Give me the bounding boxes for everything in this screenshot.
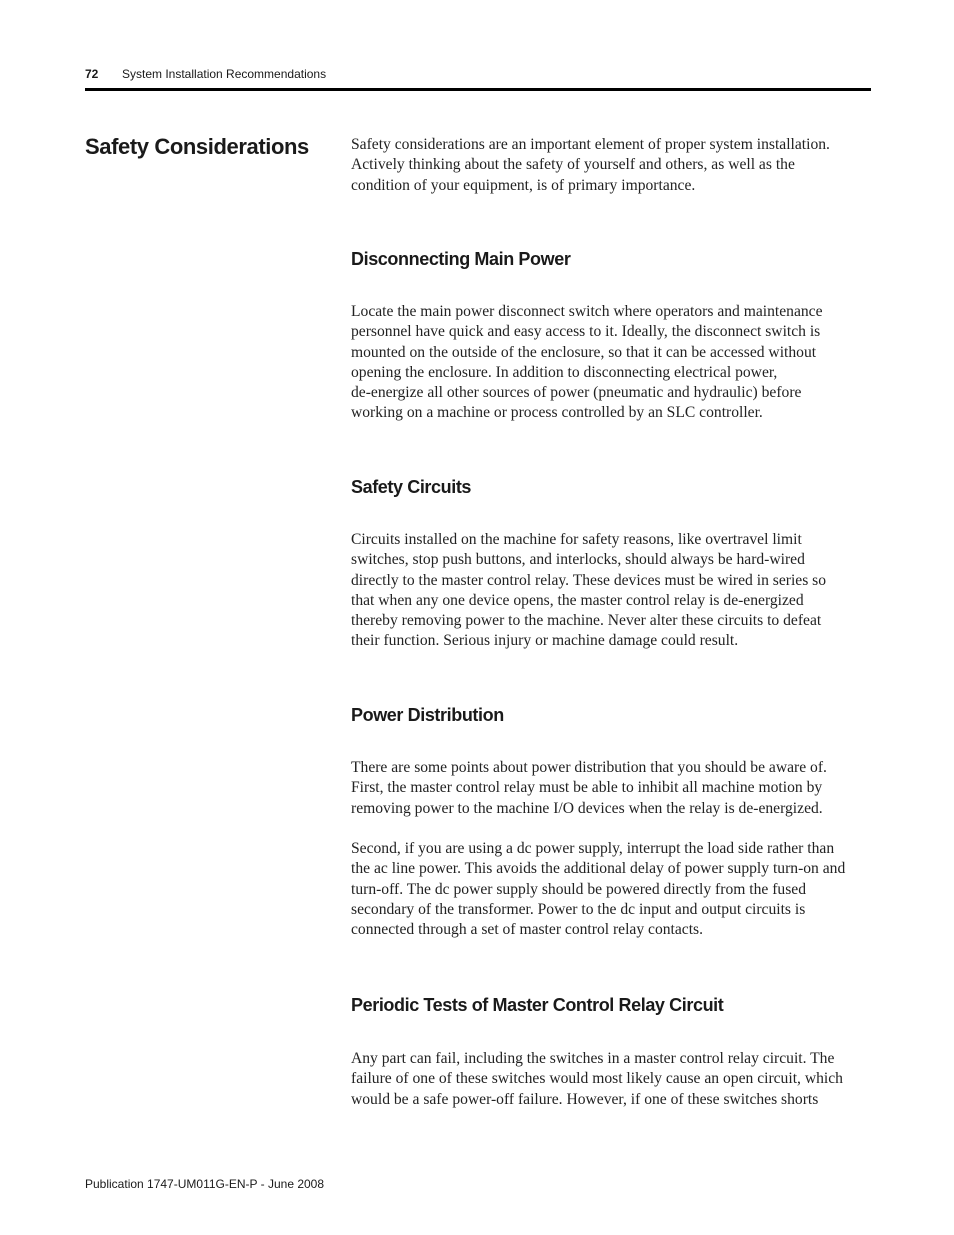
subsection-heading: Power Distribution <box>351 705 504 725</box>
text-line: Any part can fail, including the switches in a master control relay circuit. The <box>351 1050 835 1067</box>
text-line: de-energize all other sources of power (pneumatic and hydraulic) before <box>351 384 802 402</box>
text-line: personnel have quick and easy access to it. Ideally, the disconnect switch is <box>351 323 821 341</box>
page-number: 72 <box>85 67 99 81</box>
safety-circuits-section <box>351 475 871 499</box>
disconnecting-main-power-section <box>351 247 871 271</box>
power-distribution-paragraph-1 <box>351 758 871 819</box>
running-title: System Installation Recommendations <box>122 67 327 81</box>
text-line: directly to the master control relay. These devices must be wired in series so <box>351 571 827 589</box>
text-line: Circuits installed on the machine for safety reasons, like overtravel limit <box>351 531 802 548</box>
paragraph <box>351 530 871 652</box>
text-line: secondary of the transformer. Power to the dc input and output circuits is <box>351 900 806 918</box>
paragraph <box>351 758 871 819</box>
text-line: their function. Serious injury or machine damage could result. <box>351 632 739 650</box>
subsection-heading: Safety Circuits <box>351 477 472 497</box>
header-rule <box>85 88 871 91</box>
paragraph <box>351 1049 871 1110</box>
text-line: Safety considerations are an important element of proper system installation. <box>351 136 830 153</box>
text-line: First, the master control relay must be able to inhibit all machine motion by <box>351 779 823 797</box>
text-line: would be a safe power-off failure. However, if one of these switches shorts <box>351 1090 819 1108</box>
text-line: opening the enclosure. In addition to disconnecting electrical power, <box>351 363 778 381</box>
text-line: Second, if you are using a dc power supply, interrupt the load side rather than <box>351 840 835 857</box>
text-line: thereby removing power to the machine. Never alter these circuits to defeat <box>351 612 822 630</box>
text-line: Locate the main power disconnect switch where operators and maintenance <box>351 303 823 320</box>
power-distribution-paragraph-2 <box>351 839 871 940</box>
text-line: removing power to the machine I/O devices when the relay is de-energized. <box>351 799 823 817</box>
page-header <box>85 66 871 82</box>
text-line: turn-off. The dc power supply should be powered directly from the fused <box>351 880 806 898</box>
power-distribution-section <box>351 703 871 727</box>
text-line: the ac line power. This avoids the additional delay of power supply turn-on and <box>351 860 846 878</box>
text-line: that when any one device opens, the master control relay is de-energized <box>351 591 804 609</box>
paragraph <box>351 839 871 940</box>
intro-text <box>351 135 871 196</box>
text-line: switches, stop push buttons, and interlocks, should always be hard-wired <box>351 551 805 569</box>
paragraph <box>351 302 871 424</box>
section-title: Safety Considerations <box>85 134 309 159</box>
text-line: Actively thinking about the safety of yourself and others, as well as the <box>351 156 795 174</box>
text-line: connected through a set of master control relay contacts. <box>351 921 704 939</box>
subsection-heading: Disconnecting Main Power <box>351 249 571 269</box>
text-line: There are some points about power distribution that you should be aware of. <box>351 759 827 776</box>
disconnecting-main-power-paragraph <box>351 302 871 424</box>
text-line: condition of your equipment, is of primary importance. <box>351 176 696 194</box>
intro-paragraph <box>351 135 871 196</box>
text-line: mounted on the outside of the enclosure, so that it can be accessed without <box>351 343 817 361</box>
periodic-tests-section <box>351 993 871 1017</box>
text-line: working on a machine or process controlled by an SLC controller. <box>351 404 763 422</box>
safety-circuits-paragraph <box>351 530 871 652</box>
page-footer: Publication 1747-UM011G-EN-P - June 2008 <box>85 1177 325 1191</box>
text-line: failure of one of these switches would most likely cause an open circuit, which <box>351 1070 843 1088</box>
subsection-heading: Periodic Tests of Master Control Relay Circuit <box>351 995 724 1015</box>
periodic-tests-paragraph <box>351 1049 871 1110</box>
